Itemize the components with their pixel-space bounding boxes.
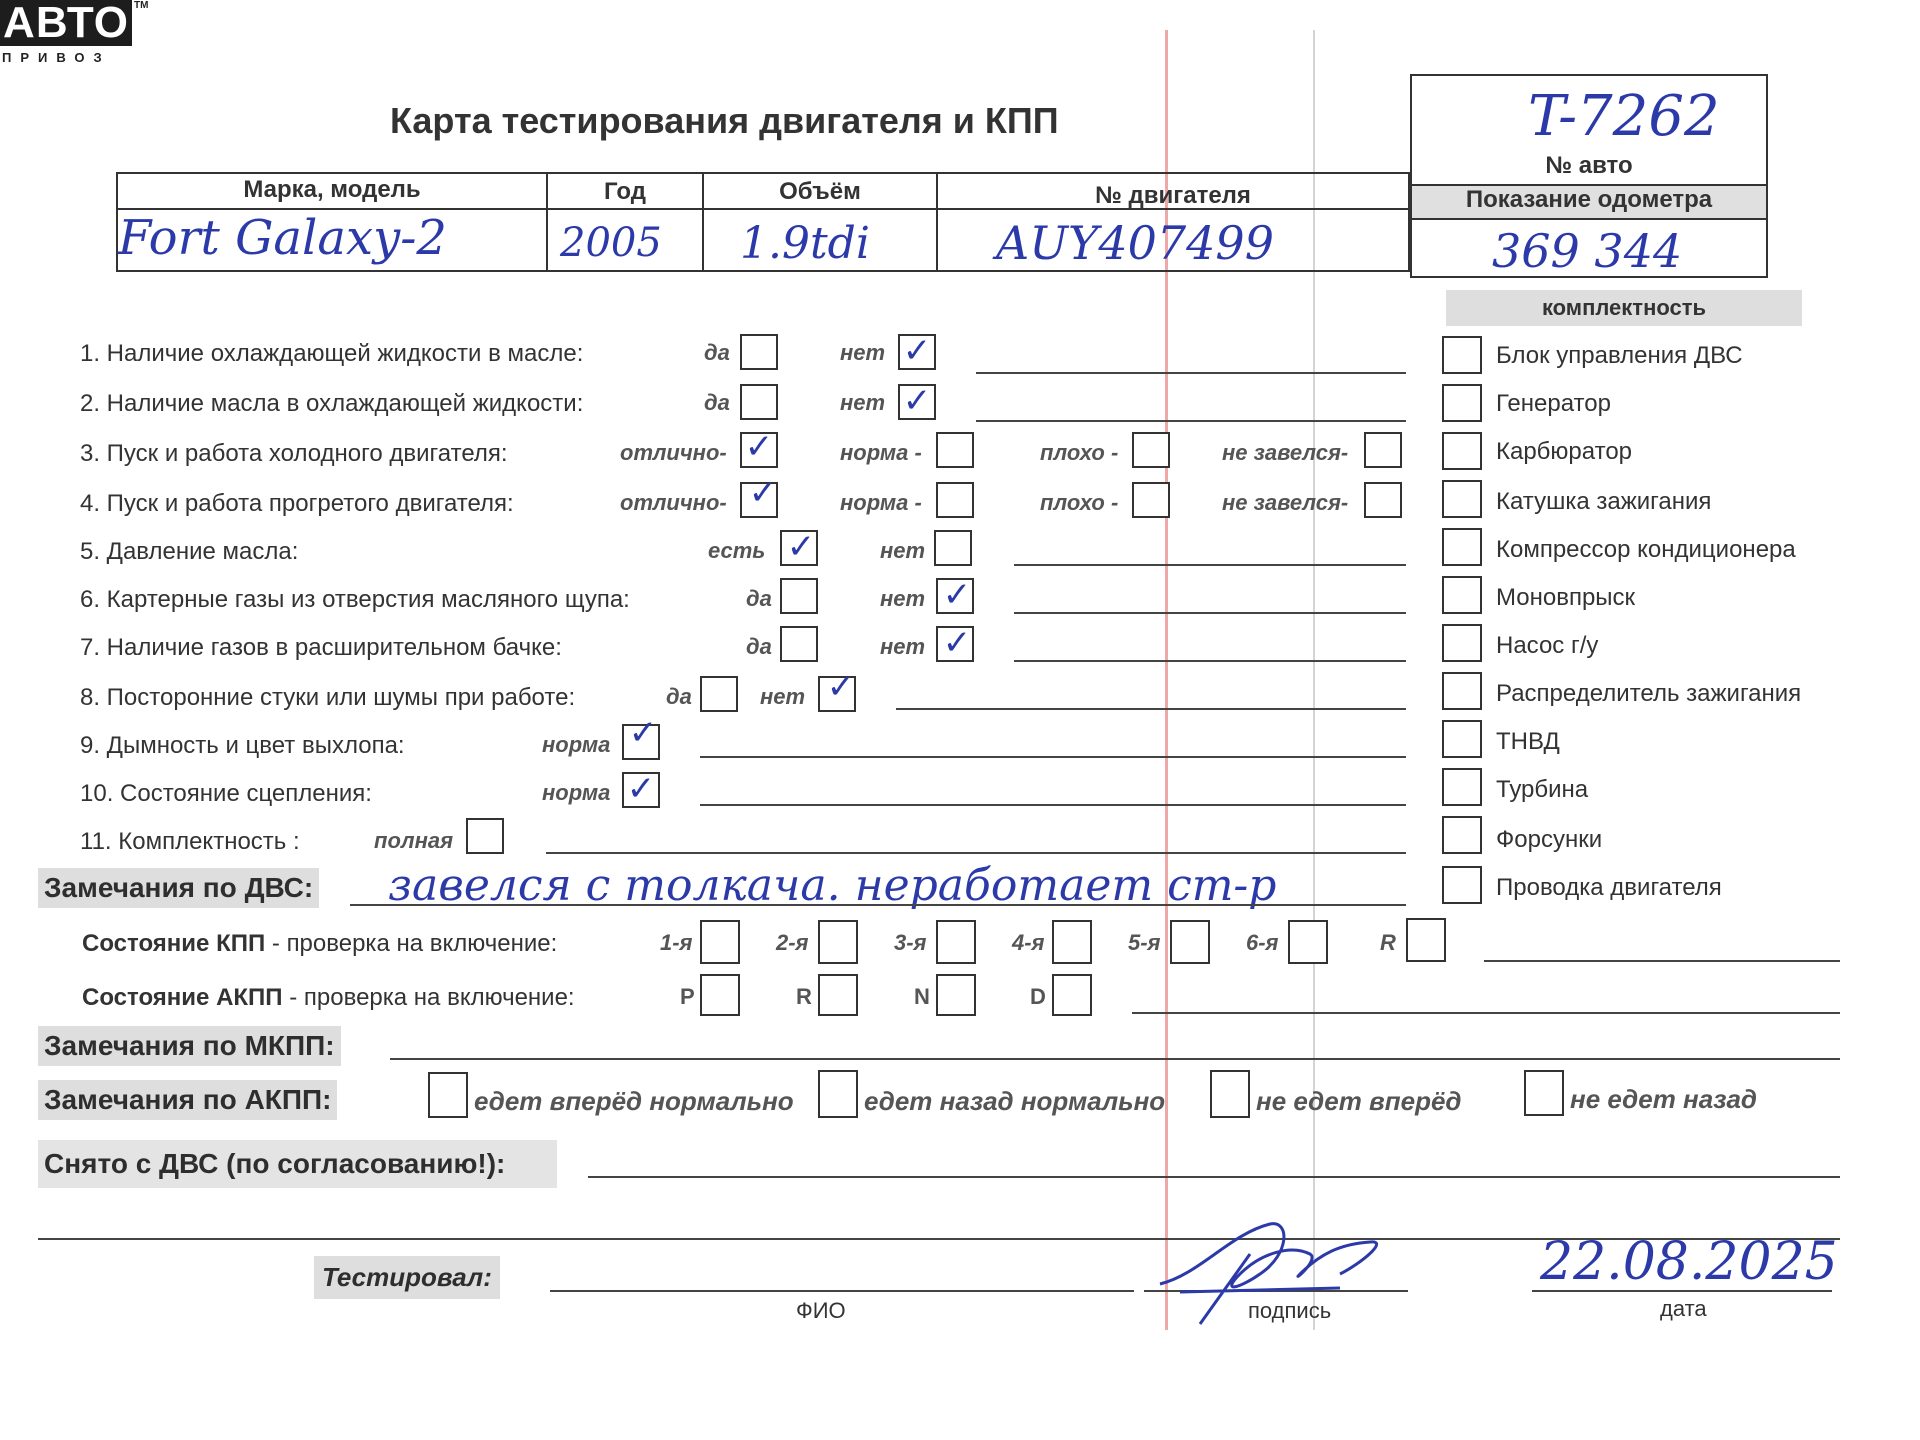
kp-box-2[interactable] xyxy=(1442,384,1482,422)
row-5-opt-1: есть xyxy=(708,538,766,563)
row-7-label: 7. Наличие газов в расширительном бачке: xyxy=(80,634,562,661)
row-2-check: ✓ xyxy=(902,381,932,421)
akpp-r-box[interactable] xyxy=(818,974,858,1016)
row-6-opt-1: да xyxy=(746,586,772,611)
value-odometer: 369 344 xyxy=(1492,224,1683,278)
row-11-opt-1: полная xyxy=(374,828,454,853)
row-5-opt-2: нет xyxy=(880,538,926,563)
row-3-box-3[interactable] xyxy=(1132,432,1170,468)
completeness-title: комплектность xyxy=(1446,290,1802,326)
kpp-gear-1-label: 1-я xyxy=(660,930,693,955)
row-8-label: 8. Посторонние стуки или шумы при работе: xyxy=(80,684,576,711)
row-4-box-2[interactable] xyxy=(936,482,974,518)
kpp-label-bold: Состояние КПП xyxy=(82,930,266,957)
value-year: 2005 xyxy=(560,220,662,266)
date-value: 22.08.2025 xyxy=(1540,1232,1838,1292)
row-10-label: 10. Состояние сцепления: xyxy=(80,780,372,807)
row-8-opt-2: нет xyxy=(760,684,806,709)
engine-remarks-value: завелся с толкача. неработает ст-р xyxy=(388,860,1277,911)
kp-box-7[interactable] xyxy=(1442,624,1482,662)
kpp-gear-6-box[interactable] xyxy=(1288,920,1328,964)
kp-box-12[interactable] xyxy=(1442,866,1482,904)
kp-box-9[interactable] xyxy=(1442,720,1482,758)
removed-line xyxy=(588,1176,1840,1178)
row-3-box-2[interactable] xyxy=(936,432,974,468)
row-9-line xyxy=(700,756,1406,758)
row-11-box-1[interactable] xyxy=(466,818,504,854)
row-7-opt-1: да xyxy=(746,634,772,659)
akpp-remarks-label: Замечания по АКПП: xyxy=(38,1080,337,1120)
akpp-opt-4-label: не едет назад xyxy=(1570,1084,1758,1114)
row-6-line xyxy=(1014,612,1406,614)
label-make-model: Марка, модель xyxy=(243,176,421,203)
akpp-opt-1-box[interactable] xyxy=(428,1072,468,1118)
akpp-p-box[interactable] xyxy=(700,974,740,1016)
row-11-label: 11. Комплектность : xyxy=(80,828,300,855)
kp-label-5: Компрессор кондиционера xyxy=(1496,536,1796,563)
row-1-opt-net: нет xyxy=(840,340,886,365)
akpp-d-box[interactable] xyxy=(1052,974,1092,1016)
kp-box-10[interactable] xyxy=(1442,768,1482,806)
row-4-opt-2: норма - xyxy=(840,490,922,515)
row-2-line xyxy=(976,420,1406,422)
akpp-label-rest: - проверка на включение: xyxy=(282,984,575,1011)
row-8-line xyxy=(896,708,1406,710)
row-8-opt-1: да xyxy=(666,684,692,709)
akpp-n-label: N xyxy=(914,984,930,1009)
row-8-check: ✓ xyxy=(826,667,856,707)
tested-label: Тестировал: xyxy=(314,1256,500,1299)
akpp-opt-4-box[interactable] xyxy=(1524,1070,1564,1116)
kp-box-3[interactable] xyxy=(1442,432,1482,470)
akpp-r-label: R xyxy=(796,984,812,1009)
row-4-box-3[interactable] xyxy=(1132,482,1170,518)
row-3-opt-4: не завелся- xyxy=(1222,440,1349,465)
engine-remarks-label: Замечания по ДВС: xyxy=(38,868,319,908)
row-3-opt-2: норма - xyxy=(840,440,922,465)
akpp-opt-3-box[interactable] xyxy=(1210,1070,1250,1118)
logo-tm: ТМ xyxy=(134,0,149,11)
row-5-box-2[interactable] xyxy=(934,530,972,566)
row-5-line xyxy=(1014,564,1406,566)
label-volume: Объём xyxy=(779,178,861,205)
kp-label-9: ТНВД xyxy=(1496,728,1560,755)
kp-label-2: Генератор xyxy=(1496,390,1611,417)
akpp-opt-2-label: едет назад нормально xyxy=(864,1086,1166,1116)
row-4-label: 4. Пуск и работа прогретого двигателя: xyxy=(80,490,514,517)
value-car-no: T-7262 xyxy=(1528,84,1720,149)
kpp-gear-2-label: 2-я xyxy=(776,930,809,955)
row-4-check: ✓ xyxy=(748,473,778,513)
value-volume: 1.9tdi xyxy=(740,218,870,269)
kpp-label-rest: - проверка на включение: xyxy=(265,930,558,957)
signature-scribble xyxy=(1140,1214,1420,1334)
fio-label: ФИО xyxy=(796,1298,846,1323)
akpp-label-bold: Состояние АКПП xyxy=(82,984,283,1011)
kpp-gear-r-label: R xyxy=(1380,930,1396,955)
kp-label-11: Форсунки xyxy=(1496,826,1603,853)
kp-label-3: Карбюратор xyxy=(1496,438,1633,465)
row-11-line xyxy=(546,852,1406,854)
row-2-box-da[interactable] xyxy=(740,384,778,420)
kp-label-4: Катушка зажигания xyxy=(1496,488,1712,515)
kp-label-10: Турбина xyxy=(1496,776,1589,803)
label-year: Год xyxy=(604,178,646,205)
kpp-gear-1-box[interactable] xyxy=(700,920,740,964)
row-9-check: ✓ xyxy=(628,713,658,753)
kp-box-6[interactable] xyxy=(1442,576,1482,614)
kp-box-11[interactable] xyxy=(1442,816,1482,854)
kp-label-1: Блок управления ДВС xyxy=(1496,342,1743,369)
akpp-p-label: P xyxy=(680,984,695,1009)
kp-box-4[interactable] xyxy=(1442,480,1482,518)
row-2-label: 2. Наличие масла в охлаждающей жидкости: xyxy=(80,390,584,417)
row-4-opt-1: отлично- xyxy=(620,490,727,515)
kp-box-1[interactable] xyxy=(1442,336,1482,374)
row-3-check: ✓ xyxy=(744,427,774,467)
row-10-line xyxy=(700,804,1406,806)
row-4-opt-3: плохо - xyxy=(1040,490,1119,515)
row-6-box-1[interactable] xyxy=(780,578,818,614)
kp-label-7: Насос г/у xyxy=(1496,632,1599,659)
kp-label-6: Моновпрыск xyxy=(1496,584,1636,611)
kpp-gear-6-label: 6-я xyxy=(1246,930,1279,955)
kp-label-8: Распределитель зажигания xyxy=(1496,680,1802,707)
row-6-opt-2: нет xyxy=(880,586,926,611)
kpp-gear-5-label: 5-я xyxy=(1128,930,1161,955)
row-1-line xyxy=(976,372,1406,374)
row-1-box-da[interactable] xyxy=(740,334,778,370)
row-5-check: ✓ xyxy=(786,527,816,567)
row-9-label: 9. Дымность и цвет выхлопа: xyxy=(80,732,405,759)
akpp-opt-1-label: едет вперёд нормально xyxy=(474,1086,794,1116)
mkpp-remarks-line xyxy=(390,1058,1840,1060)
row-6-check: ✓ xyxy=(942,575,972,615)
row-8-box-1[interactable] xyxy=(700,676,738,712)
row-4-opt-4: не завелся- xyxy=(1222,490,1349,515)
kp-box-5[interactable] xyxy=(1442,528,1482,566)
row-6-label: 6. Картерные газы из отверстия масляного щупа: xyxy=(80,586,630,613)
value-make-model: Fort Galaxy-2 xyxy=(118,210,447,266)
kp-label-12: Проводка двигателя xyxy=(1496,874,1722,901)
signature-label: подпись xyxy=(1248,1298,1332,1323)
kpp-label xyxy=(82,930,557,958)
akpp-n-box[interactable] xyxy=(936,974,976,1016)
row-3-label: 3. Пуск и работа холодного двигателя: xyxy=(80,440,508,467)
row-3-box-4[interactable] xyxy=(1364,432,1402,468)
kpp-gear-2-box[interactable] xyxy=(818,920,858,964)
row-2-opt-net: нет xyxy=(840,390,886,415)
row-1-check: ✓ xyxy=(902,331,932,371)
logo-subtitle: ПРИВОЗ xyxy=(2,50,111,65)
kpp-gear-r-box[interactable] xyxy=(1406,918,1446,962)
row-1-label: 1. Наличие охлаждающей жидкости в масле: xyxy=(80,340,584,367)
row-5-label: 5. Давление масла: xyxy=(80,538,299,565)
row-3-opt-3: плохо - xyxy=(1040,440,1119,465)
kpp-gear-5-box[interactable] xyxy=(1170,920,1210,964)
kp-box-8[interactable] xyxy=(1442,672,1482,710)
page-title: Карта тестирования двигателя и КПП xyxy=(390,100,1059,141)
removed-label: Снято с ДВС (по согласованию!): xyxy=(38,1140,557,1188)
akpp-label xyxy=(82,984,575,1012)
row-7-check: ✓ xyxy=(942,623,972,663)
kpp-gear-4-box[interactable] xyxy=(1052,920,1092,964)
kpp-line xyxy=(1484,960,1840,962)
value-engine-no: AUY407499 xyxy=(996,216,1274,270)
row-10-opt-1: норма xyxy=(542,780,611,805)
akpp-opt-3-label: не едет вперёд xyxy=(1256,1086,1462,1116)
akpp-opt-2-box[interactable] xyxy=(818,1070,858,1118)
akpp-d-label: D xyxy=(1030,984,1046,1009)
kpp-gear-3-label: 3-я xyxy=(894,930,927,955)
label-car-no: № авто xyxy=(1545,152,1633,179)
row-7-box-1[interactable] xyxy=(780,626,818,662)
label-odometer: Показание одометра xyxy=(1465,186,1713,213)
fio-line xyxy=(550,1290,1134,1292)
logo: АВТО xyxy=(0,0,132,46)
akpp-line xyxy=(1132,1012,1840,1014)
row-7-opt-2: нет xyxy=(880,634,926,659)
date-label: дата xyxy=(1660,1296,1707,1321)
mkpp-remarks-label: Замечания по МКПП: xyxy=(38,1026,341,1066)
row-9-opt-1: норма xyxy=(542,732,611,757)
row-4-box-4[interactable] xyxy=(1364,482,1402,518)
row-3-opt-1: отлично- xyxy=(620,440,727,465)
kpp-gear-3-box[interactable] xyxy=(936,920,976,964)
engine-remarks-line xyxy=(350,904,1406,906)
row-2-opt-da: да xyxy=(704,390,730,415)
kpp-gear-4-label: 4-я xyxy=(1012,930,1045,955)
label-engine-no: № двигателя xyxy=(1095,182,1251,209)
row-10-check: ✓ xyxy=(626,769,656,809)
row-7-line xyxy=(1014,660,1406,662)
row-1-opt-da: да xyxy=(704,340,730,365)
